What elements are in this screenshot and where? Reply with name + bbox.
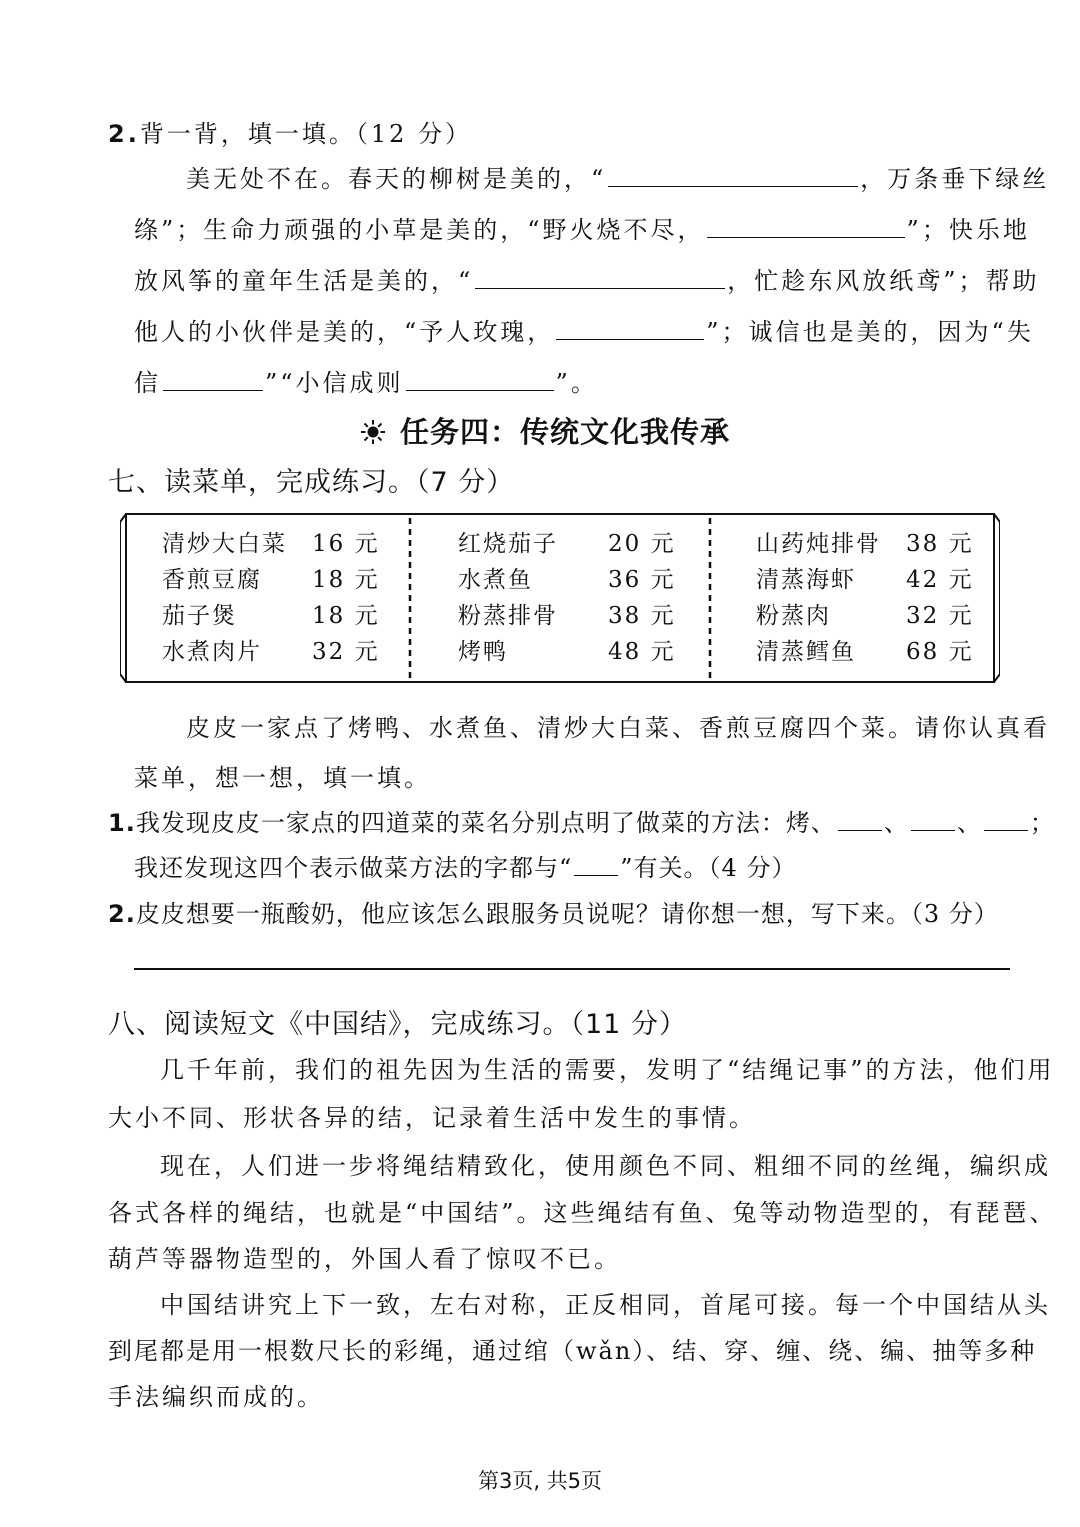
passage-line: 大小不同、形状各异的结，记录着生活中发生的事情。 [108,1104,756,1132]
dish-price: 38 元 [906,531,974,557]
blank-method-1[interactable] [838,808,882,831]
dish-name: 粉蒸肉 [756,603,831,629]
section7-q1-line1 [108,803,1055,838]
q1-number: 1. [108,809,136,837]
q2-header-text: 背一背，填一填。（12 分） [139,120,472,148]
section7-heading: 七、读菜单，完成练习。（7 分） [108,467,515,498]
dish-name: 香煎豆腐 [162,567,262,593]
dish-price: 20 元 [608,531,676,557]
blank-method-3[interactable] [984,808,1028,831]
menu-item [162,598,392,634]
menu-column-2 [458,526,688,670]
blank-integrity-1[interactable] [163,368,263,391]
menu-item [756,562,986,598]
dish-name: 水煮鱼 [458,567,533,593]
passage-line: 到尾都是用一根数尺长的彩绳，通过绾（wǎn）、结、穿、缠、绕、编、抽等多种 [108,1337,1037,1365]
q2-line5-text-a: 信 [134,369,161,397]
q2-line4-text-a: 他人的小伙伴是美的，“予人玫瑰， [134,318,555,346]
q2-line-5 [134,363,598,398]
dish-price: 18 元 [312,603,380,629]
blank-kite-line[interactable] [475,266,725,289]
menu-column-1 [162,526,392,670]
dish-name: 清蒸鳕鱼 [756,639,856,665]
q2-line-1 [186,159,1049,194]
dish-price: 18 元 [312,567,380,593]
q1-line1-text: 我发现皮皮一家点的四道菜的菜名分别点明了做菜的方法：烤、 [135,809,836,837]
menu-item [756,598,986,634]
q2-line3-text-b: ，忙趁东风放纸鸢”；帮助 [727,267,1040,295]
menu-item [458,562,688,598]
section8-heading: 八、阅读短文《中国结》，完成练习。（11 分） [108,1009,687,1040]
q2-header [108,114,472,149]
q2-line-2 [134,210,1030,245]
q2-line5-text-c: ”。 [555,369,598,397]
q2-line2-text-a: 绦”；生命力顽强的小草是美的，“野火烧不尽， [134,216,705,244]
q1-line2-text-a: 我还发现这四个表示做菜方法的字都与“ [134,854,573,882]
q2-line1-text-b: ，万条垂下绿丝 [860,165,1050,193]
dish-name: 山药炖排骨 [756,531,881,557]
q2-line5-text-b: ”“小信成则 [265,369,404,397]
menu-item [162,562,392,598]
q1-sep-1: 、 [883,809,909,837]
q2b-text: 皮皮想要一瓶酸奶，他应该怎么跟服务员说呢？请你想一想，写下来。（3 分） [135,900,999,928]
q2-line1-text-a: 美无处不在。春天的柳树是美的，“ [186,165,607,193]
q2-number: 2. [108,120,140,148]
section7-q1-line2 [134,848,796,883]
section7-intro-line1: 皮皮一家点了烤鸭、水煮鱼、清炒大白菜、香煎豆腐四个菜。请你认真看 [186,714,1050,742]
section7-intro-line2: 菜单，想一想，填一填。 [134,764,431,792]
passage-line: 现在，人们进一步将绳结精致化，使用颜色不同、粗细不同的丝绳，编织成 [160,1152,1051,1180]
menu-item [162,634,392,670]
dish-price: 42 元 [906,567,974,593]
dish-price: 32 元 [906,603,974,629]
task4-title [360,410,730,451]
menu-item [458,526,688,562]
dish-price: 36 元 [608,567,676,593]
q1-end: ； [1029,809,1055,837]
page-number: 第3页, 共5页 [477,1469,603,1493]
q2-line2-text-b: ”；快乐地 [906,216,1030,244]
menu-item [458,598,688,634]
task4-title-text: 任务四：传统文化我传承 [400,415,731,449]
q2b-number: 2. [108,900,136,928]
dish-name: 粉蒸排骨 [458,603,558,629]
menu-item [756,526,986,562]
passage-line: 葫芦等器物造型的，外国人看了惊叹不已。 [108,1245,621,1273]
dish-price: 38 元 [608,603,676,629]
dish-name: 清蒸海虾 [756,567,856,593]
dish-name: 清炒大白菜 [162,531,287,557]
passage-line: 中国结讲究上下一致，左右对称，正反相同，首尾可接。每一个中国结从头 [160,1291,1051,1319]
section7-q2 [108,894,999,929]
menu-item [458,634,688,670]
q2-line3-text-a: 放风筝的童年生活是美的，“ [134,267,474,295]
menu-item [756,634,986,670]
blank-grass-line[interactable] [707,215,905,238]
dish-name: 红烧茄子 [458,531,558,557]
dish-name: 烤鸭 [458,639,508,665]
answer-line[interactable] [134,968,1010,970]
dish-name: 水煮肉片 [162,639,262,665]
dish-price: 16 元 [312,531,380,557]
sun-icon [360,419,386,445]
passage-line: 手法编织而成的。 [108,1383,324,1411]
menu-box [120,508,1000,688]
blank-radical[interactable] [574,853,618,876]
blank-willow-line[interactable] [608,164,858,187]
blank-rose-line[interactable] [556,317,704,340]
blank-integrity-2[interactable] [406,368,554,391]
dish-name: 茄子煲 [162,603,237,629]
dish-price: 32 元 [312,639,380,665]
q2-line-3 [134,261,1040,296]
q1-line2-text-b: ”有关。（4 分） [620,854,797,882]
dish-price: 48 元 [608,639,676,665]
q2-line-4 [134,312,1034,347]
blank-method-2[interactable] [911,808,955,831]
passage-line: 各式各样的绳结，也就是“中国结”。这些绳结有鱼、兔等动物造型的，有琵琶、 [108,1199,1057,1227]
menu-item [162,526,392,562]
dish-price: 68 元 [906,639,974,665]
q2-line4-text-b: ”；诚信也是美的，因为“失 [706,318,1034,346]
menu-column-3 [756,526,986,670]
passage-line: 几千年前，我们的祖先因为生活的需要，发明了“结绳记事”的方法，他们用 [160,1056,1055,1084]
q1-sep-2: 、 [956,809,982,837]
